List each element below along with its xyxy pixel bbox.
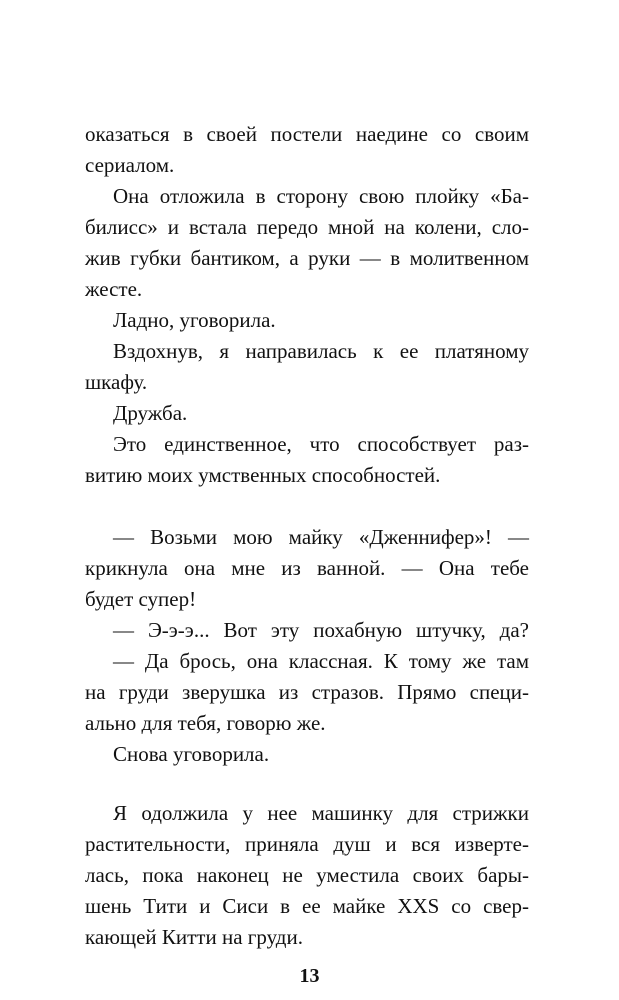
- text-line-2: сериалом.: [85, 153, 175, 177]
- text-line-11: Это единственное, что способствует раз-: [113, 432, 529, 456]
- text-line-4: билисс» и встала передо мной на колени, сло-: [85, 215, 529, 239]
- text-line-18: на груди зверушка из стразов. Прямо специ-: [85, 680, 529, 704]
- text-line-17: — Да брось, она классная. К тому же там: [113, 649, 529, 673]
- text-line-1: оказаться в своей постели наедине со своим: [85, 122, 529, 146]
- text-line-6: жесте.: [85, 277, 143, 301]
- text-line-24: шень Тити и Сиси в ее майке XXS со свер-: [85, 894, 529, 918]
- text-line-22: растительности, приняла душ и вся изверте-: [85, 832, 529, 856]
- text-line-19: ально для тебя, говорю же.: [85, 711, 326, 735]
- text-line-20: Снова уговорила.: [113, 742, 270, 766]
- text-line-5: жив губки бантиком, а руки — в молитвенном: [85, 246, 529, 270]
- text-line-23: лась, пока наконец не уместила своих бары-: [85, 863, 529, 887]
- text-line-7: Ладно, уговорила.: [113, 308, 276, 332]
- text-line-15: будет супер!: [85, 587, 197, 611]
- text-line-9: шкафу.: [85, 370, 148, 394]
- text-line-14: крикнула она мне из ванной. — Она тебе: [85, 556, 529, 580]
- text-line-16: — Э-э-э... Вот эту похабную штучку, да?: [113, 618, 529, 642]
- text-line-3: Она отложила в сторону свою плойку «Ба-: [113, 184, 529, 208]
- text-line-25: кающей Китти на груди.: [85, 925, 303, 949]
- page-number: 13: [299, 965, 320, 987]
- text-line-13: — Возьми мою майку «Дженнифер»! —: [113, 525, 529, 549]
- text-line-8: Вздохнув, я направилась к ее платяному: [113, 339, 529, 363]
- text-line-10: Дружба.: [113, 401, 188, 425]
- text-line-21: Я одолжила у нее машинку для стрижки: [113, 801, 529, 825]
- text-line-12: витию моих умственных способностей.: [85, 463, 441, 487]
